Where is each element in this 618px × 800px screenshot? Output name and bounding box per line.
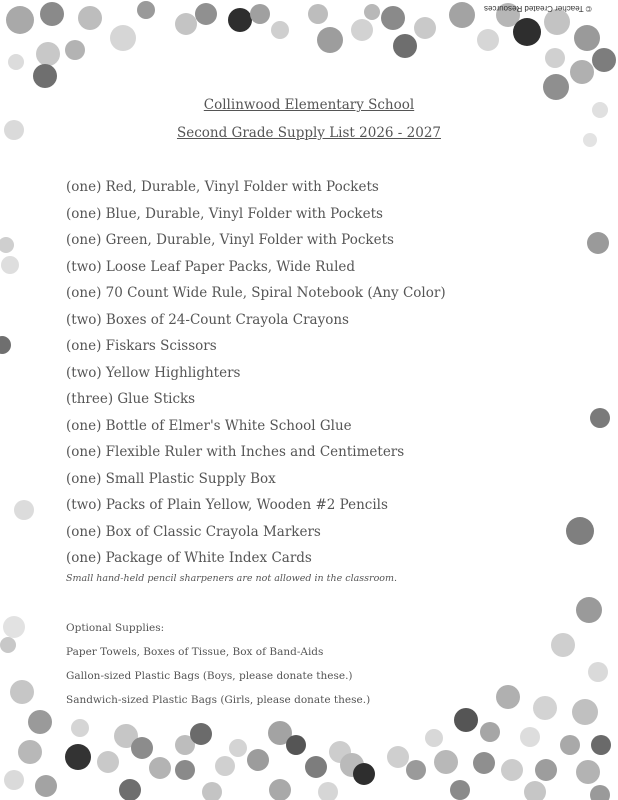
confetti-dot [97, 751, 119, 773]
supply-item: (one) Small Plastic Supply Box [66, 470, 276, 487]
confetti-dot [434, 750, 458, 774]
confetti-dot [524, 781, 546, 800]
confetti-dot [535, 759, 557, 781]
supply-item: (one) Blue, Durable, Vinyl Folder with Pockets [66, 205, 383, 222]
confetti-dot [587, 232, 609, 254]
confetti-dot [305, 756, 327, 778]
confetti-dot [414, 17, 436, 39]
confetti-dot [286, 735, 306, 755]
confetti-dot [18, 740, 42, 764]
confetti-dot [351, 19, 373, 41]
confetti-dot [229, 739, 247, 757]
confetti-dot [473, 752, 495, 774]
confetti-dot [195, 3, 217, 25]
confetti-dot [202, 782, 222, 800]
supply-list-title: Second Grade Supply List 2026 - 2027 [176, 125, 441, 141]
confetti-dot [318, 782, 338, 800]
confetti-dot [449, 2, 475, 28]
optional-supply-item: Sandwich-sized Plastic Bags (Girls, please donate these.) [66, 694, 371, 706]
confetti-dot [6, 6, 34, 34]
optional-supplies-heading: Optional Supplies: [66, 622, 165, 634]
confetti-dot [175, 13, 197, 35]
supply-item: (one) Green, Durable, Vinyl Folder with Pockets [66, 232, 394, 248]
copyright-watermark: © Teacher Created Resources [484, 4, 592, 13]
sharpener-note: Small hand-held pencil sharpeners are not allowed in the classroom. [66, 573, 398, 584]
supply-item: (two) Yellow Highlighters [66, 364, 241, 381]
confetti-dot [110, 25, 136, 51]
confetti-dot [71, 719, 89, 737]
confetti-dot [551, 633, 575, 657]
confetti-dot [513, 18, 541, 46]
confetti-dot [131, 737, 153, 759]
confetti-dot [228, 8, 252, 32]
confetti-dot [572, 699, 598, 725]
confetti-dot [576, 760, 600, 784]
confetti-dot [269, 779, 291, 800]
confetti-dot [149, 757, 171, 779]
confetti-dot [496, 685, 520, 709]
confetti-dot [393, 34, 417, 58]
optional-supply-item: Gallon-sized Plastic Bags (Boys, please donate these.) [66, 670, 353, 682]
confetti-dot [588, 662, 608, 682]
supply-item: (one) Bottle of Elmer's White School Glue [66, 417, 352, 434]
confetti-dot [590, 408, 610, 428]
confetti-dot [4, 770, 24, 790]
confetti-dot [406, 760, 426, 780]
confetti-dot [353, 763, 375, 785]
confetti-dot [0, 237, 14, 253]
confetti-dot [387, 746, 409, 768]
confetti-dot [450, 780, 470, 800]
confetti-dot [247, 749, 269, 771]
confetti-dot [591, 735, 611, 755]
confetti-dot [78, 6, 102, 30]
supply-item: (one) Flexible Ruler with Inches and Centimeters [66, 444, 405, 460]
confetti-dot [65, 744, 91, 770]
supply-item: (one) Fiskars Scissors [66, 338, 217, 354]
confetti-dot [3, 616, 25, 638]
confetti-dot [590, 785, 610, 800]
supply-item: (one) Package of White Index Cards [66, 550, 312, 566]
confetti-dot [308, 4, 328, 24]
supply-item: (two) Loose Leaf Paper Packs, Wide Ruled [66, 258, 356, 275]
confetti-dot [35, 775, 57, 797]
confetti-dot [317, 27, 343, 53]
confetti-dot [137, 1, 155, 19]
confetti-dot [501, 759, 523, 781]
confetti-dot [65, 40, 85, 60]
confetti-dot [454, 708, 478, 732]
confetti-dot [533, 696, 557, 720]
confetti-dot [271, 21, 289, 39]
confetti-dot [36, 42, 60, 66]
confetti-dot [119, 779, 141, 800]
optional-supplies-section [66, 619, 370, 715]
confetti-dot [215, 756, 235, 776]
confetti-dot [250, 4, 270, 24]
confetti-dot [8, 54, 24, 70]
confetti-dot [1, 256, 19, 274]
supply-item: (one) 70 Count Wide Rule, Spiral Notebook (Any Color) [66, 285, 446, 301]
confetti-dot [10, 680, 34, 704]
confetti-dot [480, 722, 500, 742]
supply-item: (one) Box of Classic Crayola Markers [66, 523, 321, 540]
confetti-dot [190, 723, 212, 745]
confetti-dot [0, 336, 11, 354]
optional-supply-item: Paper Towels, Boxes of Tissue, Box of Band-Aids [66, 646, 324, 658]
confetti-dot [364, 4, 380, 20]
confetti-dot [381, 6, 405, 30]
supply-item: (one) Red, Durable, Vinyl Folder with Pockets [66, 179, 379, 195]
confetti-dot [425, 729, 443, 747]
confetti-dot [566, 517, 594, 545]
supply-item: (two) Packs of Plain Yellow, Wooden #2 Pencils [66, 497, 388, 513]
confetti-dot [477, 29, 499, 51]
confetti-dot [28, 710, 52, 734]
confetti-dot [33, 64, 57, 88]
confetti-dot [545, 48, 565, 68]
supply-item: (two) Boxes of 24-Count Crayola Crayons [66, 311, 349, 328]
confetti-dot [576, 597, 602, 623]
confetti-dot [175, 760, 195, 780]
confetti-dot [520, 727, 540, 747]
confetti-dot [574, 25, 600, 51]
confetti-dot [560, 735, 580, 755]
supply-list [66, 176, 446, 574]
confetti-dot [14, 500, 34, 520]
confetti-dot [570, 60, 594, 84]
confetti-dot [0, 637, 16, 653]
confetti-dot [592, 48, 616, 72]
supply-item: (three) Glue Sticks [66, 391, 196, 407]
school-name-heading: Collinwood Elementary School [203, 97, 415, 113]
confetti-dot [40, 2, 64, 26]
